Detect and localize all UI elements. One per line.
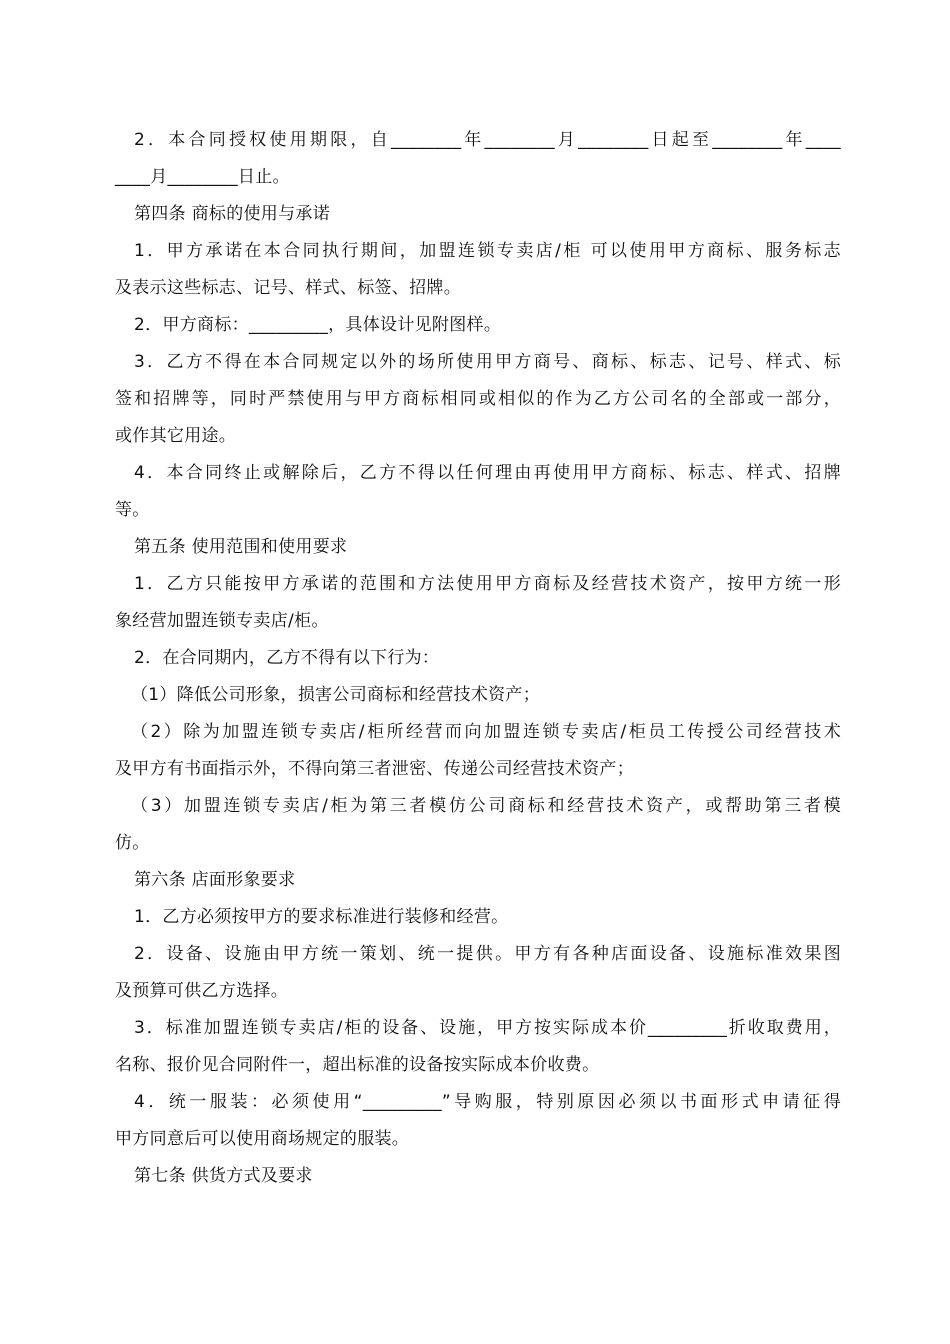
text-line: （3）加盟连锁专卖店/柜为第三者模仿公司商标和经营技术资产，或帮助第三者模 — [131, 796, 841, 816]
text-line: 等。 — [115, 500, 150, 520]
document-body — [115, 124, 841, 1197]
text-line: 2．在合同期内，乙方不得有以下行为： — [134, 648, 440, 668]
text-line: 签和招牌等，同时严禁使用与甲方商标相同或相似的作为乙方公司名的全部或一部分， — [115, 389, 841, 409]
text-line: 4．本合同终止或解除后，乙方不得以任何理由再使用甲方商标、标志、样式、招牌 — [134, 463, 841, 483]
text-line: ____月________日止。 — [115, 167, 290, 187]
text-line: 2．设备、设施由甲方统一策划、统一提供。甲方有各种店面设备、设施标准效果图 — [134, 944, 841, 964]
text-line: 仿。 — [115, 833, 150, 853]
text-line: 第四条 商标的使用与承诺 — [134, 204, 331, 224]
text-line: 3．乙方不得在本合同规定以外的场所使用甲方商号、商标、标志、记号、样式、标 — [134, 352, 841, 372]
text-line: 第五条 使用范围和使用要求 — [134, 537, 348, 557]
text-line: 及预算可供乙方选择。 — [115, 981, 288, 1001]
text-line: 及表示这些标志、记号、样式、标签、招牌。 — [115, 278, 461, 298]
text-line: 1．甲方承诺在本合同执行期间，加盟连锁专卖店/柜 可以使用甲方商标、服务标志 — [134, 241, 841, 261]
text-line: 3．标准加盟连锁专卖店/柜的设备、设施，甲方按实际成本价_________折收取费用， — [134, 1018, 841, 1038]
text-line: 及甲方有书面指示外，不得向第三者泄密、传递公司经营技术资产； — [115, 759, 634, 779]
text-line: 第六条 店面形象要求 — [134, 870, 296, 890]
text-line: 2．甲方商标：_________，具体设计见附图样。 — [134, 315, 502, 335]
text-line: 或作其它用途。 — [115, 426, 237, 446]
text-line: 1．乙方只能按甲方承诺的范围和方法使用甲方商标及经营技术资产，按甲方统一形 — [134, 574, 841, 594]
text-line: 第七条 供货方式及要求 — [134, 1166, 313, 1186]
text-line: （2）除为加盟连锁专卖店/柜所经营而向加盟连锁专卖店/柜员工传授公司经营技术 — [131, 722, 841, 742]
text-line: 4．统一服装：必须使用“_________”导购服，特别原因必须以书面形式申请征得 — [134, 1092, 841, 1112]
text-line: 2．本合同授权使用期限，自________年________月________日起至________年____ — [134, 130, 841, 150]
text-line: 名称、报价见合同附件一，超出标准的设备按实际成本价收费。 — [115, 1055, 600, 1075]
text-line: 象经营加盟连锁专卖店/柜。 — [115, 611, 329, 631]
text-line: 甲方同意后可以使用商场规定的服装。 — [115, 1129, 410, 1149]
text-line: （1）降低公司形象，损害公司商标和经营技术资产； — [131, 685, 541, 705]
text-line: 1．乙方必须按甲方的要求标准进行装修和经营。 — [134, 907, 509, 927]
